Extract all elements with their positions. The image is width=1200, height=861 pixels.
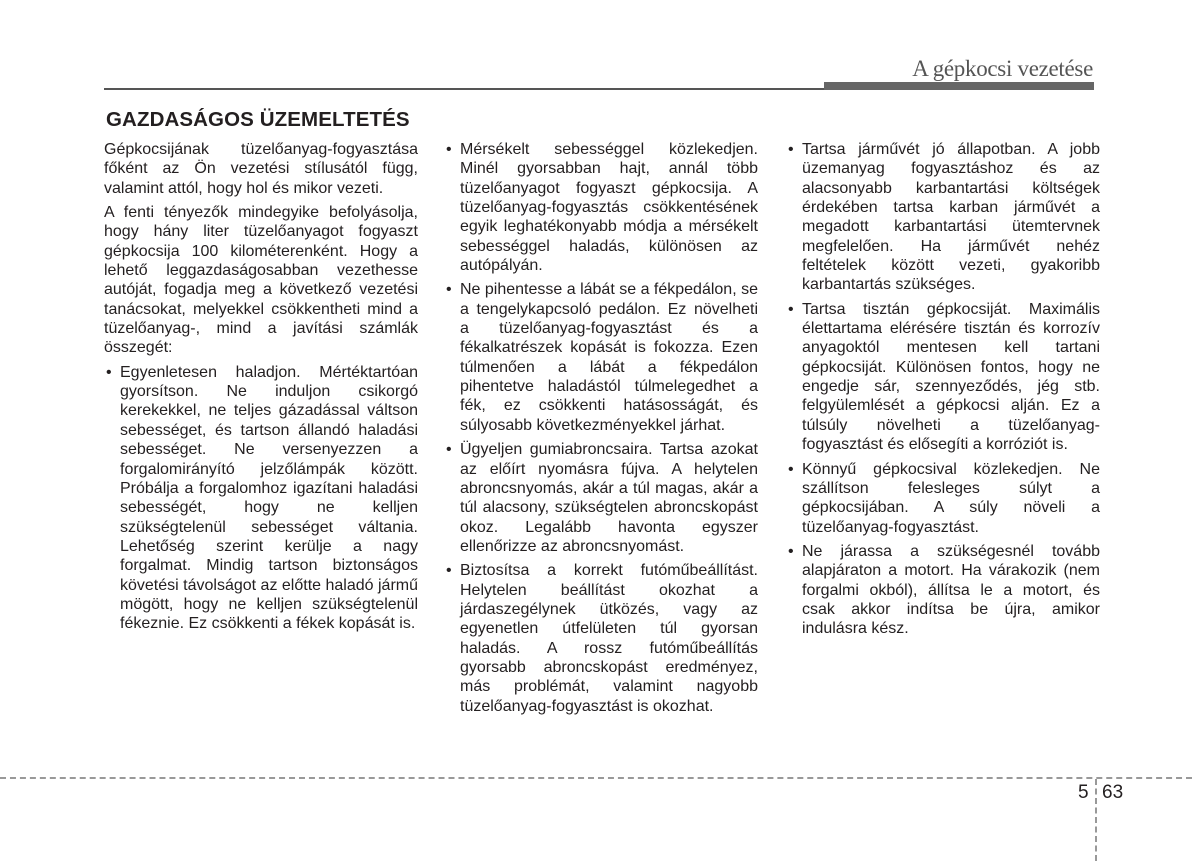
bullet-icon: • bbox=[106, 363, 112, 381]
list-item-text: Könnyű gépkocsival közlekedjen. Ne szállítson felesleges súlyt a gépkocsijában. A súly növeli a tüzelőanyag-fogyasztást. bbox=[802, 460, 1100, 536]
tips-list bbox=[786, 140, 1100, 639]
header-bar bbox=[824, 82, 1094, 90]
list-item-text: Ne járassa a szükségesnél tovább alapjáraton a motort. Ha várakozik (nem forgalmi okból), állítsa le a motort, és csak akkor indítsa be újra, amikor indulásra kész. bbox=[802, 542, 1100, 638]
list-item bbox=[444, 440, 758, 556]
bullet-icon: • bbox=[446, 441, 452, 459]
list-item bbox=[786, 542, 1100, 639]
list-item bbox=[104, 363, 418, 634]
list-item bbox=[444, 140, 758, 275]
chapter-number: 5 bbox=[1078, 782, 1089, 803]
list-item-text: Ne pihentesse a lábát se a fékpedálon, se a tengelykapcsoló pedálon. Ez növelheti a tüzelőanyag-fogyasztást és a fékalkatrészek kopását is fokozza. Ezen túlmenően a lábát a fékpedálon pihentetve haladástól túlmelegedhet a fék, ez csökkenti hatásosságát, és súlyosabb következményekkel járhat. bbox=[460, 281, 758, 434]
list-item-text: Mérsékelt sebességgel közlekedjen. Minél gyorsabban hajt, annál több tüzelőanyagot fogyaszt gépkocsija. A tüzelőanyag-fogyasztás csökkentésének egyik leghatékonyabb módja a mérsékelt sebességgel haladás, különösen az autópályán. bbox=[460, 141, 758, 275]
header-rule bbox=[104, 88, 824, 90]
list-item-text: Ügyeljen gumiabroncsaira. Tartsa azokat az előírt nyomásra fújva. A helytelen abroncsnyomás, akár a túl magas, akár a túl alacsony, szükségtelen abroncskopást okoz. Legalább havonta egyszer ellenőrizze az abroncsnyomást. bbox=[460, 441, 758, 555]
list-item-text: Tartsa járművét jó állapotban. A jobb üzemanyag fogyasztáshoz és az alacsonyabb karbantartási költségek érdekében tartsa karban járművét a megadott karbantartási ütemtervnek megfelelően. Ha járművét nehéz feltételek között vezeti, gyakoribb karbantartás szükséges. bbox=[802, 141, 1100, 294]
list-item bbox=[786, 140, 1100, 295]
tips-list bbox=[444, 140, 758, 716]
list-item-text: Egyenletesen haladjon. Mértéktartóan gyorsítson. Ne induljon csikorgó kerekekkel, ne teljes gázadással váltson sebességet, és tartson állandó haladási sebességet. Ne versenyezzen a forgalomirányító jelzőlámpák között. Próbálja a forgalomhoz igazítani haladási sebességét, hogy ne kelljen szükségtelenül sebességet váltania. Lehetőség szerint kerülje a nagy forgalmat. Mindig tartson biztonságos követési távolságot az előtte haladó jármű mögött, hogy ne kelljen szükségtelenül fékeznie. Ez csökkenti a fékek kopását is. bbox=[120, 363, 418, 633]
bullet-icon: • bbox=[788, 542, 794, 560]
list-item-text: Tartsa tisztán gépkocsiját. Maximális élettartama elérésére tisztán és korrozív anyagoktól mentesen kell tartani gépkocsiját. Különösen fontos, hogy ne engedje sár, szennyeződés, jég stb. felgyülemlését a gépkocsi alján. Ez a túlsúly növelheti a tüzelőanyag-fogyasztást és elősegíti a korróziót is. bbox=[802, 300, 1100, 454]
bullet-icon: • bbox=[788, 141, 794, 158]
bullet-icon: • bbox=[446, 562, 452, 580]
column-3 bbox=[786, 140, 1100, 644]
list-item bbox=[786, 460, 1100, 537]
tips-list bbox=[104, 363, 418, 634]
section-title: GAZDASÁGOS ÜZEMELTETÉS bbox=[106, 108, 410, 131]
footer-dashed-divider bbox=[1095, 779, 1097, 861]
list-item bbox=[444, 280, 758, 435]
bullet-icon: • bbox=[788, 460, 794, 478]
list-item bbox=[786, 300, 1100, 455]
intro-paragraph: Gépkocsijának tüzelőanyag-fogyasztása főként az Ön vezetési stílusától függ, valamint attól, hogy hol és mikor vezeti. bbox=[104, 141, 418, 197]
page-number: 63 bbox=[1102, 782, 1124, 803]
bullet-icon: • bbox=[446, 141, 452, 158]
column-1 bbox=[104, 108, 418, 639]
column-2 bbox=[444, 140, 758, 721]
list-item bbox=[444, 561, 758, 716]
intro-paragraph: A fenti tényezők mindegyike befolyásolja, hogy hány liter tüzelőanyagot fogyaszt gépkocsija 100 kilométerenként. Hogy a lehető leggazdaságosabban vezethesse autóját, fogadja meg a következő vezetési tanácsokat, melyekkel csökkentheti mind a tüzelőanyag-, mind a javítási számlák összegét: bbox=[104, 204, 418, 357]
bullet-icon: • bbox=[446, 281, 452, 299]
list-item-text: Biztosítsa a korrekt futóműbeállítást. Helytelen beállítást okozhat a járdaszegélynek ütközés, vagy az egyenetlen útfelületen túl gyorsan haladás. A rossz futóműbeállítás gyorsabb abroncskopást eredményez, más problémát, valamint nagyobb tüzelőanyag-fogyasztást is okozhat. bbox=[460, 562, 758, 715]
bullet-icon: • bbox=[788, 300, 794, 318]
footer-dashed-rule bbox=[0, 777, 1192, 779]
running-header-title: A gépkocsi vezetése bbox=[912, 56, 1093, 81]
